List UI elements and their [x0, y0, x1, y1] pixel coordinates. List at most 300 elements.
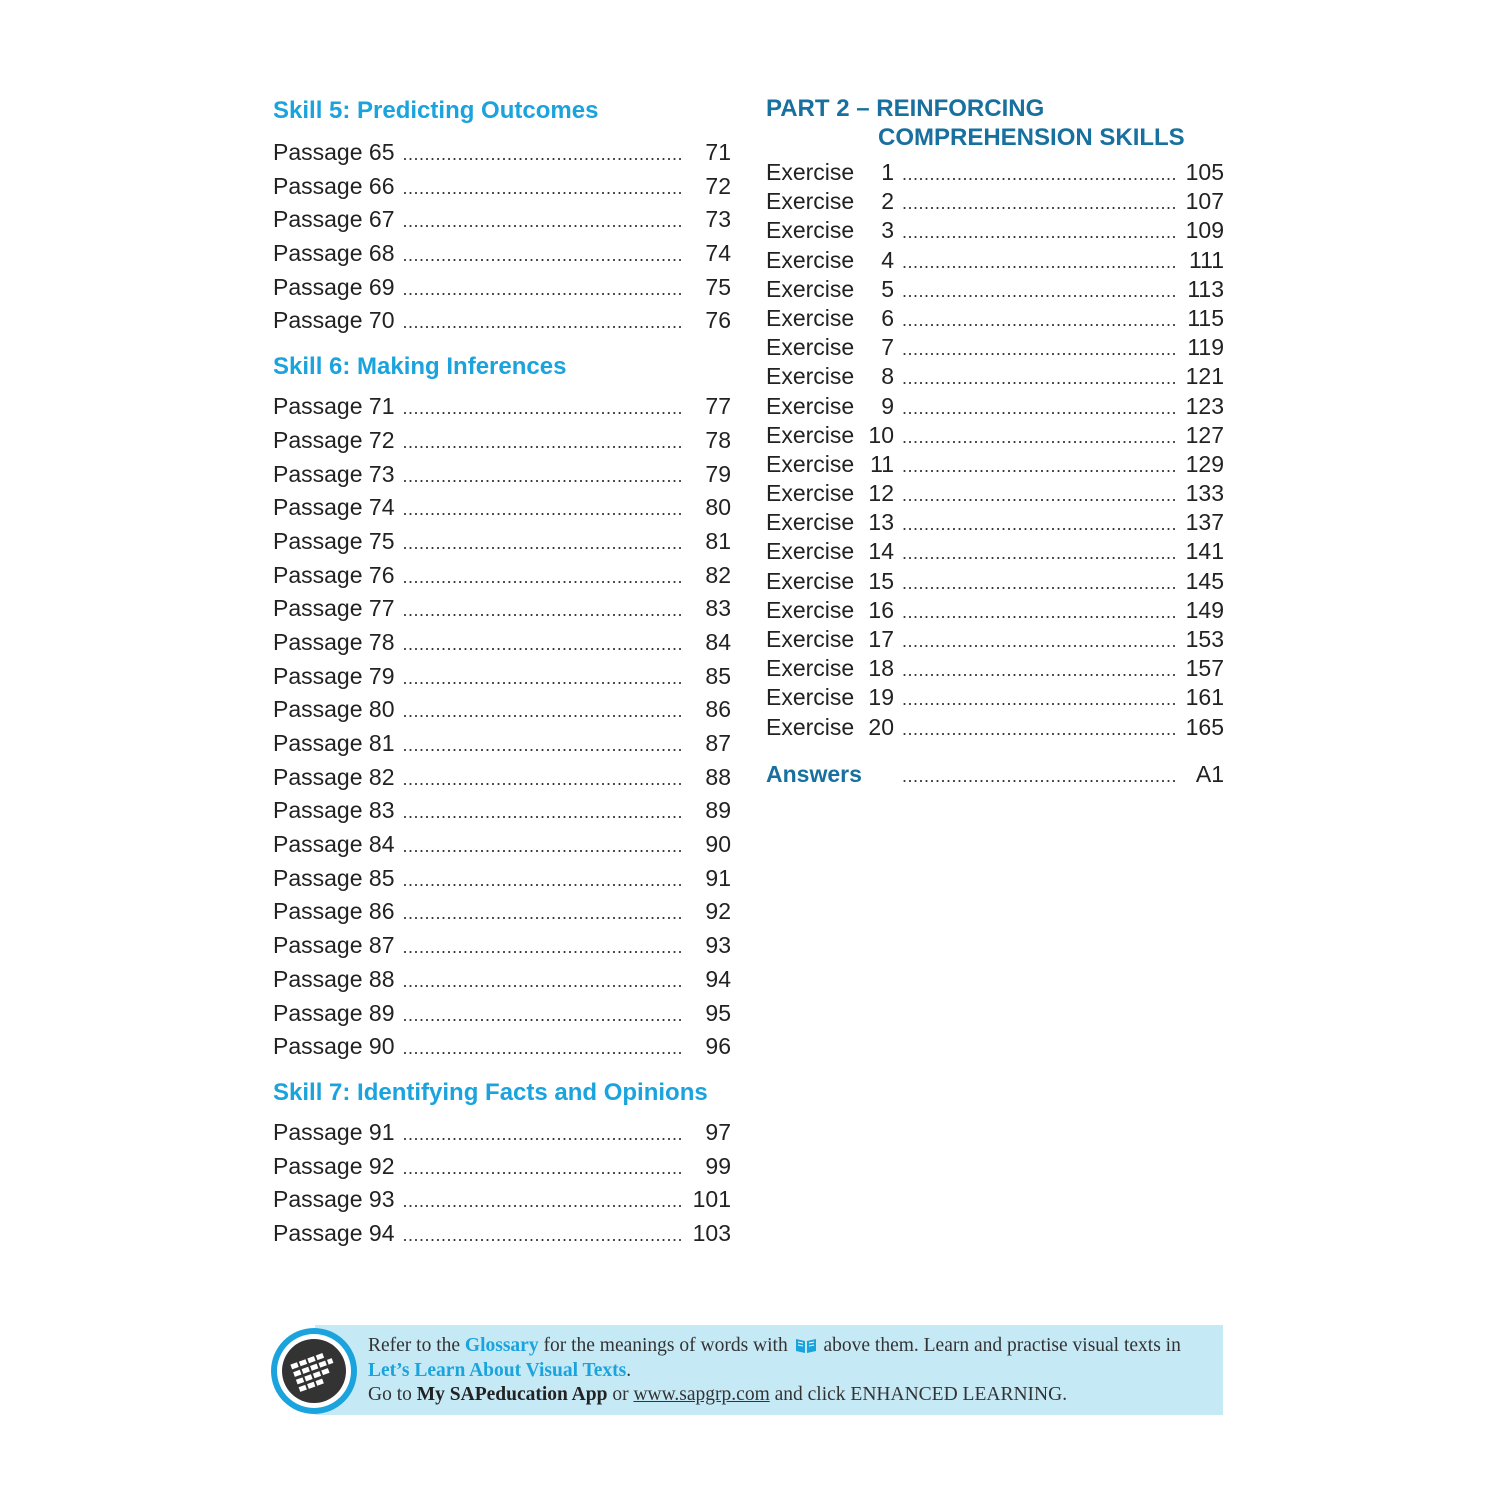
toc-entry[interactable]	[273, 1150, 731, 1184]
toc-entry-number: 92	[368, 1152, 395, 1179]
toc-entry-number: 79	[368, 662, 395, 689]
toc-entry-page: 78	[705, 426, 731, 453]
toc-entry-number: 3	[881, 217, 894, 244]
leader-dots	[902, 189, 1176, 218]
toc-entry-number: 11	[870, 450, 894, 477]
toc-entry-page: 107	[1185, 188, 1224, 215]
note-text-part: or	[607, 1384, 634, 1405]
toc-entry-page: 77	[705, 393, 731, 420]
toc-entry-label	[766, 625, 894, 654]
toc-entry[interactable]	[273, 237, 731, 271]
note-text-part: and click ENHANCED LEARNING.	[769, 1384, 1068, 1405]
toc-entry[interactable]	[273, 1116, 731, 1150]
toc-entry-number: 81	[368, 730, 395, 756]
toc-entry-number: 84	[368, 831, 395, 858]
leader-dots	[403, 460, 684, 494]
toc-entry-page: 74	[705, 240, 731, 267]
toc-entry-label	[273, 1217, 395, 1251]
toc-entry-word: Passage	[273, 831, 363, 858]
toc-entry-word: Exercise	[766, 655, 855, 682]
toc-entry[interactable]	[273, 929, 731, 963]
toc-entry-label	[273, 458, 395, 492]
toc-entry-word: Passage	[273, 797, 363, 824]
toc-entry[interactable]	[766, 479, 1224, 508]
toc-entry-label	[766, 654, 894, 683]
toc-entry-word: Exercise	[766, 275, 855, 302]
toc-entry-number: 74	[368, 494, 395, 521]
toc-entry-page: 145	[1185, 567, 1224, 594]
skill-5-heading: Skill 5: Predicting Outcomes	[273, 97, 599, 124]
toc-entry-label	[766, 216, 894, 245]
toc-entry[interactable]	[766, 596, 1224, 625]
leader-dots	[902, 160, 1176, 189]
leader-dots	[902, 248, 1176, 277]
toc-entry-page: 96	[705, 1033, 731, 1060]
visual-texts-link[interactable]: Let’s Learn About Visual Texts	[368, 1359, 627, 1381]
toc-entry-word: Passage	[273, 273, 363, 300]
leader-dots	[403, 273, 684, 307]
answers-page: A1	[1195, 760, 1224, 787]
toc-entry-number: 8	[881, 363, 894, 390]
toc-entry-page: 113	[1187, 275, 1224, 302]
leader-dots	[403, 662, 684, 696]
toc-entry-page: 149	[1185, 596, 1224, 623]
toc-entry-number: 68	[368, 240, 395, 267]
toc-entry-word: Passage	[273, 393, 363, 420]
toc-entry-page: 83	[705, 595, 731, 622]
toc-entry[interactable]	[273, 862, 731, 896]
toc-entry-label	[273, 304, 395, 338]
leader-dots	[902, 394, 1176, 423]
toc-entry-page: 89	[705, 797, 731, 824]
book-icon	[795, 1336, 817, 1354]
toc-entry-label	[766, 392, 894, 421]
leader-dots	[403, 830, 684, 864]
toc-entry[interactable]	[273, 963, 731, 997]
toc-entry-label	[273, 626, 395, 660]
note-text-part: Go to	[368, 1384, 417, 1405]
leader-dots	[403, 763, 684, 797]
toc-entry-page: 141	[1185, 538, 1224, 565]
toc-entry-word: Passage	[273, 730, 363, 756]
leader-dots	[902, 277, 1176, 306]
leader-dots	[902, 452, 1176, 481]
toc-entry-label	[766, 158, 894, 187]
toc-entry-number: 18	[868, 655, 894, 682]
toc-entry-label	[273, 390, 395, 424]
toc-entry[interactable]	[766, 275, 1224, 304]
toc-entry-label	[766, 713, 894, 742]
enhanced-learning-icon	[271, 1328, 357, 1414]
toc-entry-number: 80	[368, 696, 395, 723]
toc-entry-word: Passage	[273, 763, 363, 790]
toc-entry-number: 19	[868, 684, 894, 711]
toc-entry[interactable]	[273, 626, 731, 660]
toc-entry-word: Exercise	[766, 363, 855, 390]
toc-entry-number: 70	[368, 307, 395, 334]
leader-dots	[403, 205, 684, 239]
toc-entry[interactable]	[766, 158, 1224, 187]
toc-entry-number: 67	[368, 206, 395, 233]
toc-entry-number: 78	[368, 628, 395, 655]
toc-entry-word: Passage	[273, 1118, 363, 1145]
toc-entry-word: Exercise	[766, 392, 855, 419]
toc-entry[interactable]	[273, 693, 731, 727]
toc-entry-word: Passage	[273, 696, 363, 723]
toc-entry-page: 80	[705, 494, 731, 521]
toc-entry-page: 137	[1185, 509, 1224, 536]
toc-entry-number: 15	[868, 567, 894, 594]
toc-entry-label	[766, 683, 894, 712]
toc-entry-word: Passage	[273, 527, 363, 554]
note-text-part: above them. Learn and practise visual texts in	[818, 1335, 1181, 1356]
toc-entry[interactable]	[766, 683, 1224, 712]
toc-entry-label	[273, 929, 395, 963]
toc-entry-page: 105	[1185, 159, 1224, 185]
toc-entry-page: 72	[705, 172, 731, 199]
toc-entry[interactable]	[273, 1030, 731, 1064]
leader-dots	[403, 594, 684, 628]
toc-entry-label	[766, 275, 894, 304]
toc-entry-number: 20	[868, 713, 894, 740]
toc-entry-word: Passage	[273, 206, 363, 233]
toc-entry-number: 89	[368, 999, 395, 1026]
leader-dots	[403, 1152, 684, 1186]
toc-entry-page: 127	[1185, 421, 1224, 448]
toc-entry-number: 6	[881, 304, 894, 331]
toc-entry[interactable]	[273, 828, 731, 862]
leader-dots	[403, 965, 684, 999]
toc-entry[interactable]	[766, 362, 1224, 391]
leader-dots	[902, 481, 1176, 510]
toc-entry-word: Passage	[273, 307, 363, 334]
leader-dots	[902, 569, 1176, 598]
leader-dots	[403, 172, 684, 206]
toc-entry[interactable]	[273, 203, 731, 237]
part-2-heading-line1: PART 2 – REINFORCING	[766, 95, 1045, 122]
toc-entry[interactable]	[273, 761, 731, 795]
toc-entry[interactable]	[273, 136, 731, 170]
toc-entry-word: Passage	[273, 460, 363, 487]
part-2-heading	[766, 94, 1224, 152]
toc-entry[interactable]	[766, 246, 1224, 275]
answers-label: Answers	[766, 760, 862, 787]
leader-dots	[403, 695, 684, 729]
website-link[interactable]: www.sapgrp.com	[633, 1384, 770, 1405]
toc-entry-label	[273, 895, 395, 929]
answers-entry[interactable]	[766, 760, 1224, 789]
toc-entry-word: Passage	[273, 932, 363, 959]
leader-dots	[902, 685, 1176, 714]
toc-entry-word: Passage	[273, 172, 363, 199]
toc-entry-number: 7	[881, 334, 894, 361]
toc-entry[interactable]	[766, 216, 1224, 245]
toc-entry-number: 14	[868, 538, 894, 565]
toc-entry-number: 17	[868, 626, 894, 652]
toc-entry-label	[766, 537, 894, 566]
toc-entry-page: 90	[705, 831, 731, 858]
toc-entry[interactable]	[766, 304, 1224, 333]
leader-dots	[902, 335, 1176, 364]
toc-entry-number: 91	[368, 1118, 395, 1145]
skill-7-list	[273, 1116, 731, 1251]
leader-dots	[902, 423, 1176, 452]
toc-entry-page: 92	[705, 898, 731, 925]
leader-dots	[403, 561, 684, 595]
leader-dots	[902, 715, 1176, 744]
toc-entry-word: Exercise	[766, 684, 855, 711]
toc-entry-label	[273, 424, 395, 458]
toc-entry-label	[273, 862, 395, 896]
toc-right-column	[766, 94, 1224, 789]
toc-entry-page: 82	[705, 561, 731, 588]
toc-entry-word: Passage	[273, 662, 363, 689]
toc-entry-label	[273, 1030, 395, 1064]
toc-entry-label	[766, 246, 894, 275]
toc-entry-page: 93	[705, 932, 731, 959]
note-text-part: .	[626, 1359, 632, 1381]
toc-entry-word: Passage	[273, 1033, 363, 1060]
toc-entry-label	[273, 1116, 395, 1150]
toc-entry-word: Passage	[273, 1152, 363, 1179]
grid-arrow-glyph	[282, 1339, 346, 1403]
toc-entry-label	[273, 1183, 395, 1217]
toc-entry-page: 153	[1185, 626, 1224, 652]
toc-entry-label	[273, 693, 395, 727]
toc-entry-label	[766, 479, 894, 508]
toc-entry-word: Exercise	[766, 626, 855, 652]
toc-entry-page: 79	[705, 460, 731, 487]
toc-entry-word: Passage	[273, 965, 363, 992]
toc-entry[interactable]	[766, 392, 1224, 421]
toc-entry-page: 101	[692, 1186, 731, 1213]
skill-7-heading: Skill 7: Identifying Facts and Opinions	[273, 1078, 708, 1106]
leader-dots	[403, 931, 684, 965]
leader-dots	[403, 897, 684, 931]
toc-entry-label	[273, 203, 395, 237]
toc-entry-word: Passage	[273, 1219, 363, 1246]
toc-entry-number: 9	[881, 392, 894, 419]
toc-entry[interactable]	[273, 424, 731, 458]
toc-entry-label	[766, 187, 894, 216]
toc-entry[interactable]	[273, 304, 731, 338]
exercise-list	[766, 158, 1224, 742]
skill-5-list	[273, 136, 731, 338]
toc-entry[interactable]	[273, 525, 731, 559]
toc-entry[interactable]	[273, 271, 731, 305]
toc-entry-number: 93	[368, 1186, 395, 1213]
part-2-heading-line2: COMPREHENSION SKILLS	[878, 124, 1185, 151]
toc-entry-word: Exercise	[766, 450, 855, 477]
toc-entry-number: 5	[881, 275, 894, 302]
leader-dots	[403, 729, 684, 763]
toc-entry[interactable]	[273, 458, 731, 492]
leader-dots	[403, 796, 684, 830]
glossary-link[interactable]: Glossary	[464, 1335, 539, 1356]
toc-entry-page: 84	[705, 628, 731, 655]
toc-entry-label	[766, 450, 894, 479]
enhanced-learning-icon-core	[282, 1339, 346, 1403]
toc-entry[interactable]	[273, 997, 731, 1031]
toc-entry-page: 91	[705, 864, 731, 891]
toc-entry-number: 90	[368, 1033, 395, 1060]
toc-entry[interactable]	[766, 508, 1224, 537]
toc-entry-word: Exercise	[766, 246, 855, 273]
toc-entry[interactable]	[766, 450, 1224, 479]
leader-dots	[403, 138, 684, 172]
toc-entry[interactable]	[766, 713, 1224, 742]
toc-entry-number: 71	[368, 393, 395, 420]
skill-6-heading: Skill 6: Making Inferences	[273, 353, 567, 381]
note-text-part: for the meanings of words with	[538, 1335, 793, 1356]
toc-entry-word: Exercise	[766, 480, 855, 507]
toc-entry-label	[766, 567, 894, 596]
toc-entry-number: 12	[868, 480, 894, 507]
toc-left-column	[273, 94, 731, 1251]
toc-entry[interactable]	[273, 390, 731, 424]
toc-entry-number: 4	[881, 246, 894, 273]
toc-entry-number: 75	[368, 527, 395, 554]
toc-entry-page: 157	[1185, 655, 1224, 682]
toc-entry-label	[273, 761, 395, 795]
leader-dots	[403, 1185, 684, 1219]
toc-entry-word: Exercise	[766, 217, 855, 244]
toc-entry-label	[273, 271, 395, 305]
leader-dots	[403, 1032, 684, 1066]
toc-entry-word: Exercise	[766, 421, 855, 448]
toc-entry-label	[273, 525, 395, 559]
toc-entry-label	[766, 421, 894, 450]
toc-entry-word: Exercise	[766, 304, 855, 331]
toc-entry[interactable]	[766, 537, 1224, 566]
toc-entry-number: 65	[368, 139, 395, 165]
toc-entry-page: 73	[705, 206, 731, 233]
toc-entry-page: 97	[705, 1118, 731, 1145]
toc-entry-word: Passage	[273, 240, 363, 267]
toc-entry-page: 94	[705, 965, 731, 992]
toc-entry-number: 83	[368, 797, 395, 824]
toc-entry-label	[766, 596, 894, 625]
toc-entry-number: 73	[368, 460, 395, 487]
toc-entry[interactable]	[766, 333, 1224, 362]
leader-dots	[403, 999, 684, 1033]
toc-entry-page: 88	[705, 763, 731, 790]
toc-entry-label	[273, 1150, 395, 1184]
leader-dots	[902, 306, 1176, 335]
toc-entry[interactable]	[273, 895, 731, 929]
toc-entry-number: 69	[368, 273, 395, 300]
toc-entry[interactable]	[766, 567, 1224, 596]
toc-entry-page: 85	[705, 662, 731, 689]
leader-dots	[902, 218, 1176, 247]
leader-dots	[902, 510, 1176, 539]
toc-entry[interactable]	[766, 421, 1224, 450]
leader-dots	[902, 656, 1176, 685]
toc-entry-word: Exercise	[766, 334, 855, 361]
toc-entry-label	[766, 362, 894, 391]
toc-entry-label	[766, 508, 894, 537]
toc-entry[interactable]	[273, 559, 731, 593]
toc-entry[interactable]	[273, 660, 731, 694]
toc-entry-word: Exercise	[766, 596, 855, 623]
toc-entry-word: Exercise	[766, 159, 855, 185]
enhanced-learning-note-text	[368, 1334, 1218, 1408]
toc-entry-page: 71	[705, 139, 731, 165]
toc-entry-label	[766, 333, 894, 362]
toc-entry-page: 111	[1189, 246, 1224, 273]
toc-entry[interactable]	[273, 592, 731, 626]
toc-entry-label	[273, 828, 395, 862]
toc-entry-label	[273, 997, 395, 1031]
toc-entry-number: 86	[368, 898, 395, 925]
toc-entry-label	[273, 136, 395, 170]
toc-entry-page: 95	[705, 999, 731, 1026]
toc-entry-word: Passage	[273, 628, 363, 655]
toc-entry-page: 129	[1185, 450, 1224, 477]
toc-entry-label	[273, 794, 395, 828]
toc-entry-number: 13	[868, 509, 894, 536]
toc-entry-word: Passage	[273, 426, 363, 453]
toc-entry[interactable]	[766, 654, 1224, 683]
toc-entry-word: Passage	[273, 139, 363, 165]
toc-entry-page: 76	[705, 307, 731, 334]
toc-entry-number: 76	[368, 561, 395, 588]
toc-entry-number: 82	[368, 763, 395, 790]
skill-6-list	[273, 390, 731, 1064]
toc-entry-page: 119	[1187, 334, 1224, 361]
leader-dots	[403, 1118, 684, 1152]
toc-entry-page: 161	[1185, 684, 1224, 711]
toc-entry[interactable]	[273, 1217, 731, 1251]
toc-entry[interactable]	[273, 170, 731, 204]
toc-entry-number: 88	[368, 965, 395, 992]
leader-dots	[403, 239, 684, 273]
toc-entry-number: 16	[868, 596, 894, 623]
toc-entry-label	[273, 660, 395, 694]
toc-entry-page: 123	[1185, 392, 1224, 419]
toc-entry-label	[273, 559, 395, 593]
toc-entry-number: 85	[368, 864, 395, 891]
toc-entry-label	[273, 727, 395, 761]
toc-entry-number: 10	[868, 421, 894, 448]
toc-entry[interactable]	[766, 625, 1224, 654]
toc-entry[interactable]	[273, 794, 731, 828]
toc-entry-number: 66	[368, 172, 395, 199]
leader-dots	[403, 493, 684, 527]
toc-entry-label	[273, 592, 395, 626]
toc-entry-word: Exercise	[766, 188, 855, 215]
leader-dots	[403, 392, 684, 426]
toc-entry-page: 75	[705, 273, 731, 300]
toc-entry-page: 121	[1185, 363, 1224, 390]
toc-entry-word: Exercise	[766, 538, 855, 565]
toc-entry-label	[273, 963, 395, 997]
toc-entry-number: 87	[368, 932, 395, 959]
toc-entry[interactable]	[273, 727, 731, 761]
leader-dots	[403, 864, 684, 898]
toc-entry-word: Passage	[273, 561, 363, 588]
toc-entry[interactable]	[273, 491, 731, 525]
toc-entry-page: 99	[705, 1152, 731, 1179]
toc-entry[interactable]	[273, 1183, 731, 1217]
leader-dots	[902, 598, 1176, 627]
toc-entry[interactable]	[766, 187, 1224, 216]
toc-entry-word: Passage	[273, 999, 363, 1026]
toc-entry-number: 1	[881, 159, 894, 185]
toc-entry-word: Passage	[273, 595, 363, 622]
leader-dots	[403, 306, 684, 340]
toc-entry-number: 94	[368, 1219, 395, 1246]
